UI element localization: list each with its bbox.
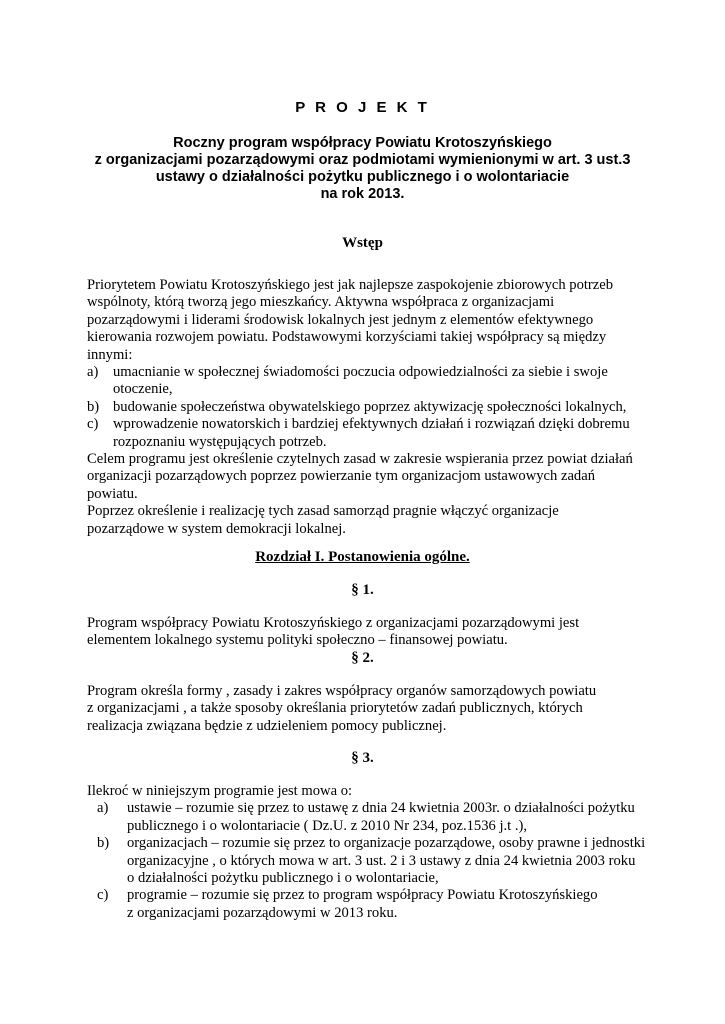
paragraph-line: powiatu. (87, 485, 138, 502)
paragraph-line: Ilekroć w niniejszym programie jest mowa o: (87, 783, 353, 799)
paragraph-line: wspólnoty, którą tworzą jego mieszkańcy. Aktywna współpraca z organizacjami (87, 294, 555, 311)
list-item (87, 416, 667, 433)
paragraph-1-text (87, 615, 667, 650)
list-marker: b) (97, 835, 110, 852)
list-text: z organizacjami pozarządowymi w 2013 roku. (127, 904, 398, 921)
list-item-continuation (87, 434, 667, 451)
list-text: otoczenie, (113, 381, 173, 398)
paragraph-1-title: § 1. (351, 582, 374, 598)
list-marker: c) (87, 416, 99, 433)
list-marker: b) (87, 398, 100, 415)
list-item-continuation (97, 818, 667, 835)
paragraph-line: pozarządowe w system demokracji lokalnej. (87, 520, 346, 537)
paragraph-3-title: § 3. (351, 750, 374, 766)
document-heading (0, 135, 725, 203)
list-text: wprowadzenie nowatorskich i bardziej efektywnych działań i rozwiązań dzięki dobremu (113, 416, 630, 433)
list-item-continuation (97, 905, 667, 922)
list-item (97, 835, 667, 852)
heading-line: Roczny program współpracy Powiatu Krotoszyńskiego (173, 135, 552, 151)
list-text: budowanie społeczeństwa obywatelskiego poprzez aktywizację społeczności lokalnych, (113, 398, 627, 415)
heading-line: z organizacjami pozarządowymi oraz podmiotami wymienionymi w art. 3 ust.3 (94, 152, 631, 168)
list-text: ustawie – rozumie się przez to ustawę z dnia 24 kwietnia 2003r. o działalności pożytku (127, 800, 635, 817)
paragraph-line: Celem programu jest określenie czytelnych zasad w zakresie wspierania przez powiat działań (87, 450, 633, 467)
paragraph-line: Program określa formy , zasady i zakres współpracy organów samorządowych powiatu (87, 683, 597, 699)
intro-paragraph (87, 277, 667, 538)
list-item-continuation (87, 381, 667, 398)
paragraph-line: Priorytetem Powiatu Krotoszyńskiego jest jak najlepsze zaspokojenie zbiorowych potrzeb (87, 277, 614, 293)
paragraph-line: elementem lokalnego systemu polityki społeczno – finansowej powiatu. (87, 632, 508, 649)
list-marker: a) (97, 800, 109, 817)
document-label: P R O J E K T (295, 99, 430, 116)
paragraph-line: realizacja związana będzie z udzieleniem pomocy publicznej. (87, 717, 447, 734)
list-item (87, 364, 667, 381)
chapter-title: Rozdział I. Postanowienia ogólne. (255, 549, 470, 565)
list-item (97, 800, 667, 817)
list-text: organizacjach – rozumie się przez to organizacje pozarządowe, osoby prawne i jednostki (127, 835, 646, 852)
intro-title: Wstęp (342, 235, 383, 251)
paragraph-2-title: § 2. (351, 650, 374, 666)
paragraph-line: innymi: (87, 346, 133, 363)
list-text: publicznego i o wolontariacie ( Dz.U. z 2010 Nr 234, poz.1536 j.t .), (127, 817, 528, 834)
list-text: umacnianie w społecznej świadomości poczucia odpowiedzialności za siebie i swoje (113, 364, 608, 381)
paragraph-line: Program współpracy Powiatu Krotoszyńskiego z organizacjami pozarządowymi jest (87, 615, 580, 631)
list-text: organizacyjne , o których mowa w art. 3 ust. 2 i 3 ustawy z dnia 24 kwietnia 2003 roku (127, 852, 636, 869)
paragraph-line: organizacji pozarządowych poprzez powierzanie tym organizacjom ustawowych zadań (87, 468, 595, 485)
paragraph-line: z organizacjami , a także sposoby określania priorytetów zadań publicznych, których (87, 700, 583, 717)
paragraph-3-text (87, 783, 667, 922)
paragraph-line: Poprzez określenie i realizację tych zasad samorząd pragnie włączyć organizacje (87, 503, 559, 520)
list-marker: c) (97, 887, 109, 904)
list-item-continuation (97, 870, 667, 887)
list-item (97, 887, 667, 904)
heading-line: ustawy o działalności pożytku publicznego i o wolontariacie (155, 169, 570, 185)
heading-line: na rok 2013. (320, 186, 405, 202)
paragraph-line: kierowania rozwojem powiatu. Podstawowymi korzyściami takiej współpracy są między (87, 329, 607, 346)
list-text: programie – rozumie się przez to program współpracy Powiatu Krotoszyńskiego (127, 887, 598, 904)
list-item (87, 399, 667, 416)
paragraph-2-text (87, 683, 667, 735)
list-text: o działalności pożytku publicznego i o wolontariacie, (127, 869, 439, 886)
list-text: rozpoznaniu występujących potrzeb. (113, 433, 327, 450)
list-item-continuation (97, 853, 667, 870)
list-marker: a) (87, 364, 99, 381)
paragraph-line: pozarządowymi i liderami środowisk lokalnych jest jednym z elementów efektywnego (87, 311, 594, 328)
